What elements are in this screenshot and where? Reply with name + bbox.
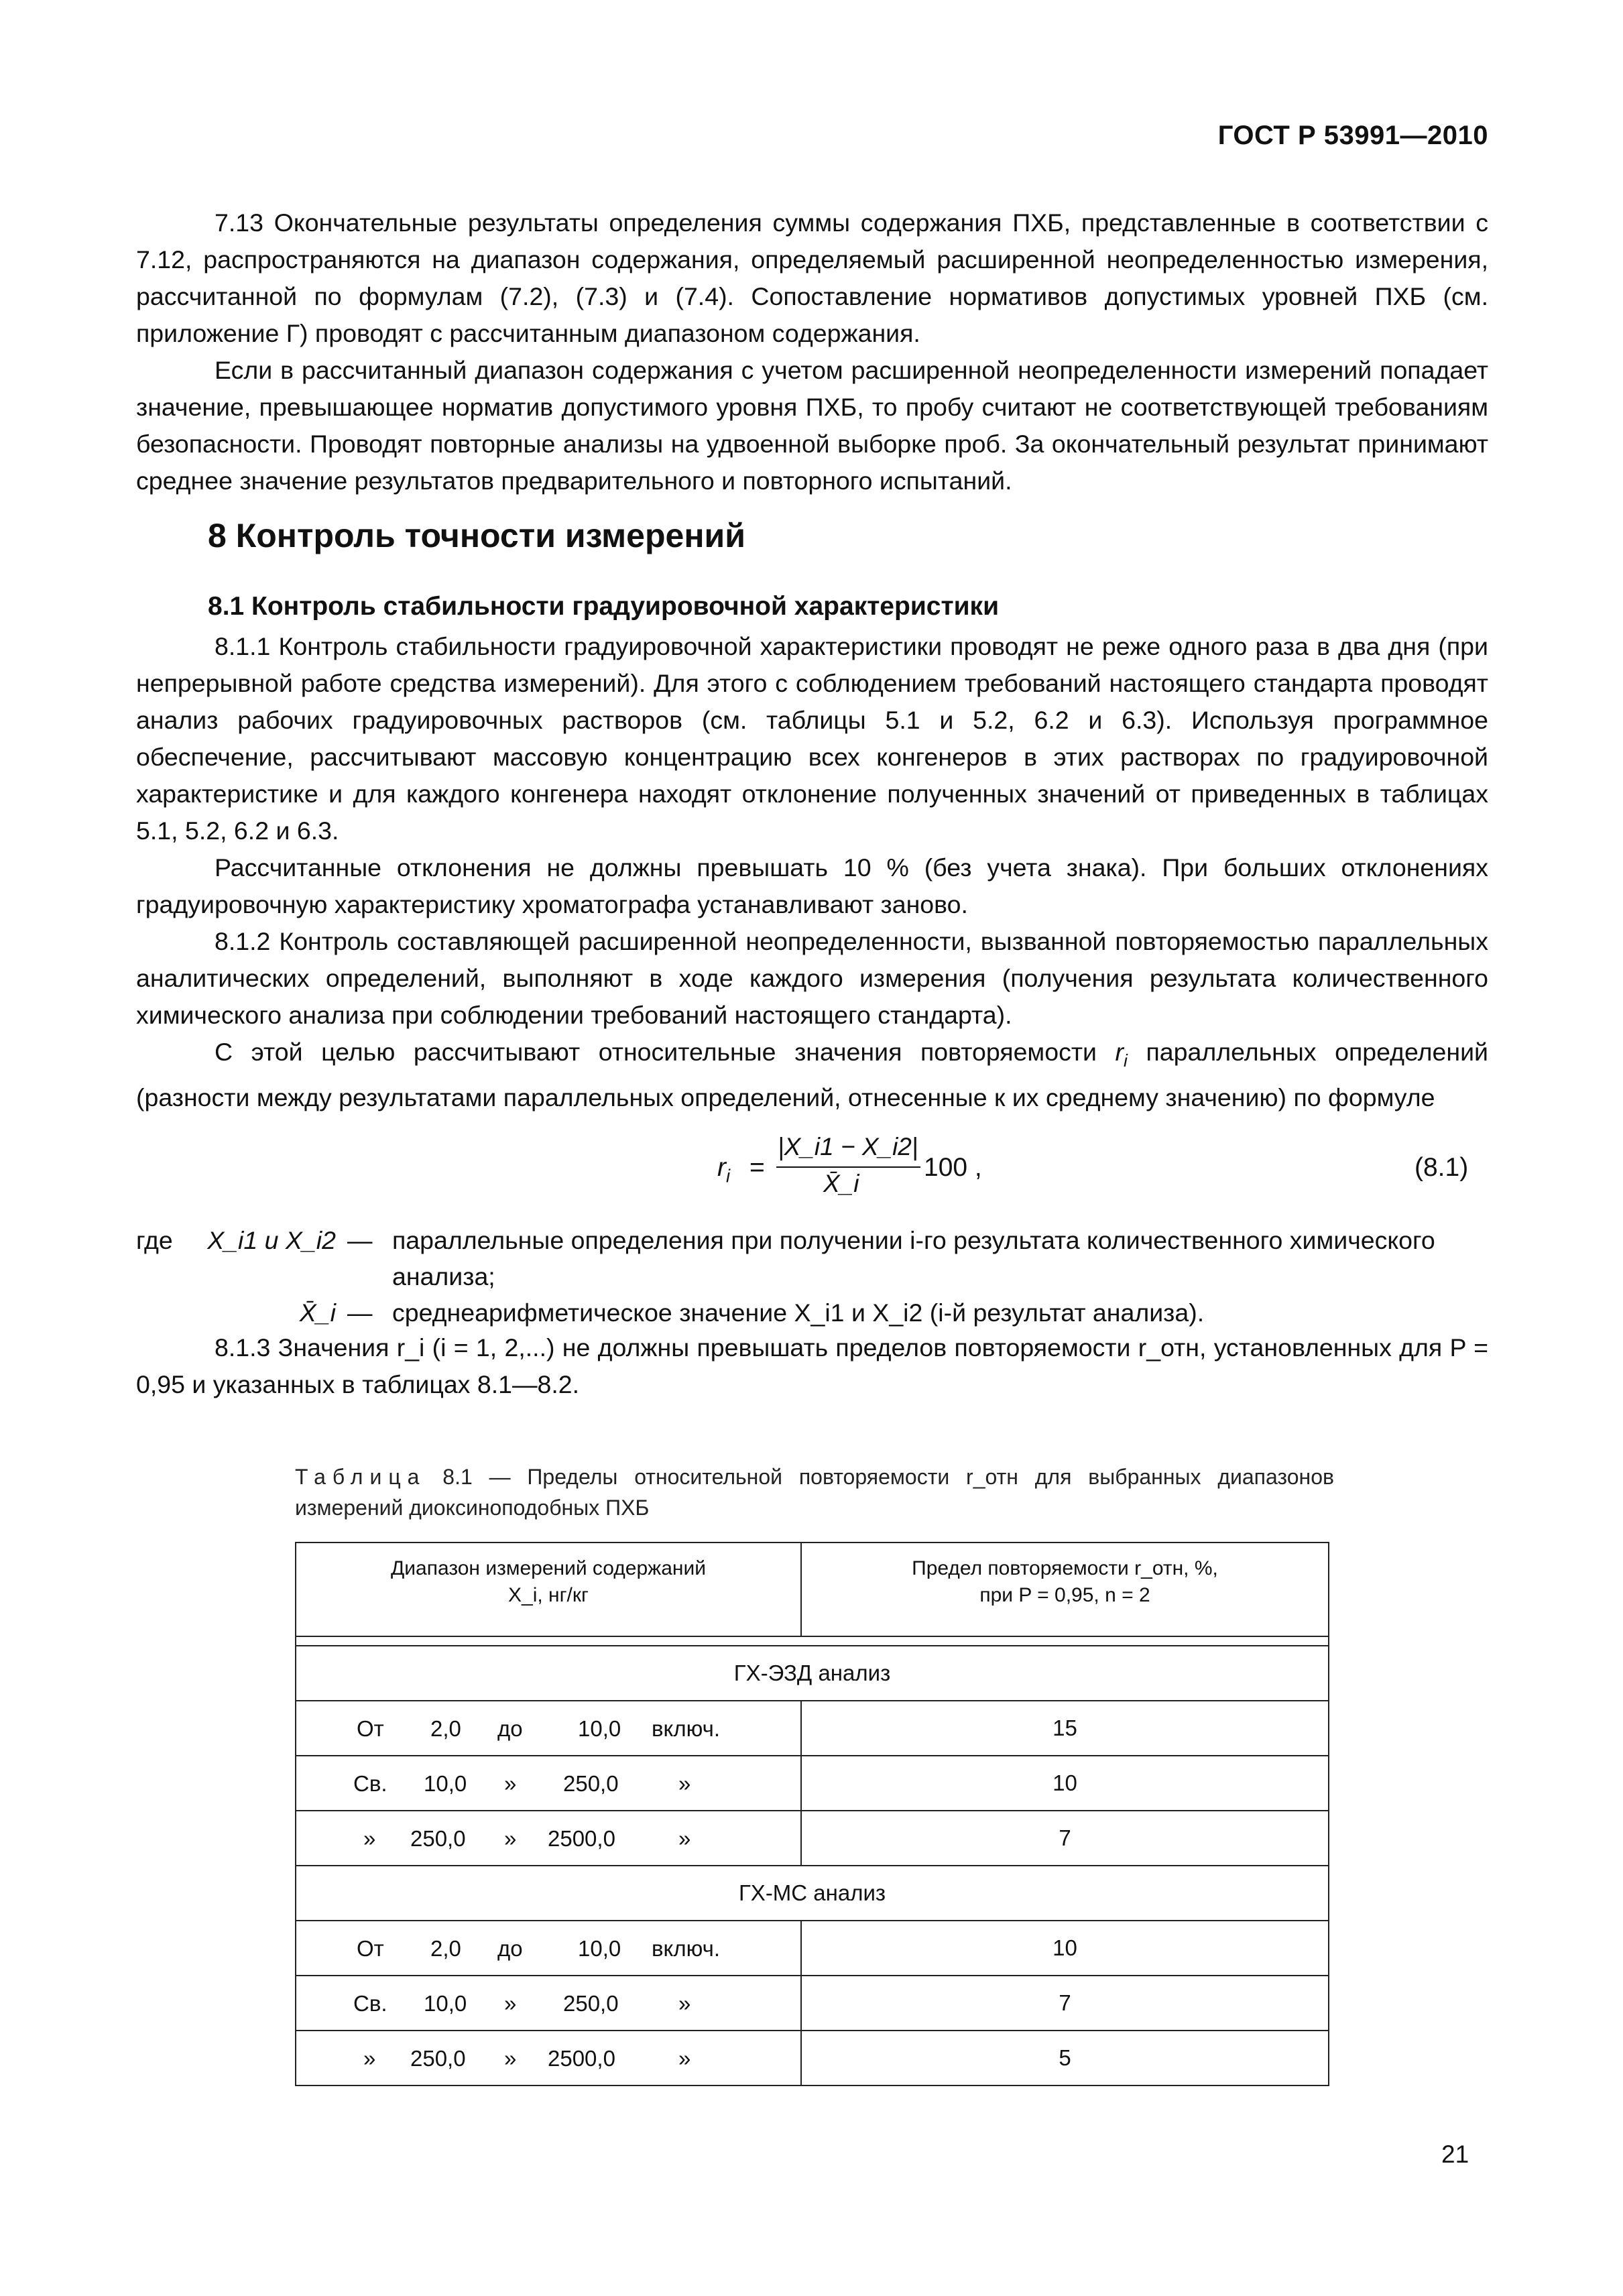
range-cell <box>296 1756 801 1811</box>
range-to-word: » <box>504 1771 517 1796</box>
header-range <box>296 1543 801 1636</box>
paragraph-deviations: Рассчитанные отклонения не должны превышать 10 % (без учета знака). При больших отклонениях градуировочную характеристику хроматографа устанавливают заново. <box>136 853 1488 918</box>
where-definition: среднеарифметическое значение X_i1 и X_i2 (i-й результат анализа). <box>392 1298 1205 1327</box>
table-caption-text: 8.1 — Пределы относительной повторяемости r_отн для выбранных диапазонов измерений диоксиноподобных ПХБ <box>295 1465 1335 1520</box>
range-cell <box>296 1976 801 2031</box>
header-range-line1: Диапазон измерений содержаний <box>390 1557 707 1579</box>
range-from: 10,0 <box>424 1771 467 1796</box>
table-row <box>296 1976 1329 2031</box>
paragraph-8-1-3-text: 8.1.3 Значения r_i (i = 1, 2,...) не должны превышать пределов повторяемости r_отн, установленных для P = 0,95 и указанных в таблицах 8.1—8.2. <box>136 1333 1488 1398</box>
range-prefix: » <box>363 2046 376 2071</box>
where-definition: параллельные определения при получении i-го результата количественного химического анализа; <box>392 1226 1435 1290</box>
range-from: 2,0 <box>430 1716 461 1741</box>
range-to-word: до <box>497 1716 523 1741</box>
where-dash: — <box>347 1298 373 1327</box>
where-block <box>136 1222 1488 1331</box>
paragraph-8-1-2: 8.1.2 Контроль составляющей расширенной неопределенности, вызванной повторяемостью параллельных аналитических определений, выполняют в ходе каждого измерения (получения результата количественного химического анализа при соблюдении требований настоящего стандарта). <box>136 927 1488 1029</box>
table-row <box>296 1921 1329 1976</box>
range-cell <box>296 1811 801 1866</box>
header-range-line2: X_i, нг/кг <box>508 1584 589 1606</box>
range-cell <box>296 1701 801 1756</box>
table-row <box>296 1756 1329 1811</box>
header-limit-line1: Предел повторяемости r_отн, %, <box>912 1557 1218 1579</box>
where-row <box>136 1294 1488 1331</box>
where-dash: — <box>347 1226 373 1254</box>
range-suffix: включ. <box>652 1716 720 1741</box>
range-from: 2,0 <box>430 1936 461 1961</box>
range-cell <box>296 1921 801 1976</box>
paragraph-8-1-3 <box>136 1329 1488 1403</box>
table-row <box>296 1701 1329 1756</box>
table-caption <box>295 1461 1334 1523</box>
where-row <box>136 1222 1488 1294</box>
page-number: 21 <box>1441 2140 1469 2168</box>
formula-8-1 <box>704 1133 1039 1207</box>
range-to: 10,0 <box>578 1716 621 1741</box>
range-to-word: » <box>504 1826 517 1851</box>
fraction-bar <box>776 1166 920 1168</box>
range-suffix: » <box>678 1826 691 1851</box>
paragraphs-7-13 <box>136 204 1488 499</box>
range-from: 250,0 <box>410 2046 466 2071</box>
range-to-word: » <box>504 2046 517 2071</box>
repeatability-table <box>295 1542 1329 2086</box>
table-gap <box>296 1636 1329 1646</box>
range-to: 2500,0 <box>548 1826 615 1851</box>
range-from: 10,0 <box>424 1991 467 2016</box>
formula-number: (8.1) <box>1415 1153 1469 1182</box>
section-title: ГХ-МС анализ <box>296 1866 1329 1921</box>
range-to: 250,0 <box>563 1991 619 2016</box>
table-section-row <box>296 1866 1329 1921</box>
limit-value: 5 <box>801 2031 1329 2086</box>
formula-denominator: X̄_i <box>823 1170 859 1197</box>
limit-value: 10 <box>801 1921 1329 1976</box>
range-suffix: » <box>678 1771 691 1796</box>
table-section-row <box>296 1646 1329 1701</box>
range-prefix: » <box>363 1826 376 1851</box>
limit-value: 15 <box>801 1701 1329 1756</box>
section-heading: 8 Контроль точности измерений <box>208 517 746 554</box>
formula-lhs: $r_i$ <box>717 1153 731 1187</box>
range-suffix: » <box>678 2046 691 2071</box>
paragraph-8-1-1: 8.1.1 Контроль стабильности градуировочной характеристики проводят не реже одного раза в два дня (при непрерывной работе средства измерений). Для этого с соблюдением требований настоящего стандарта проводят анализ рабочих градуировочных растворов (см. таблицы 5.1 и 5.2, 6.2 и 6.3). Используя программное обеспечение, рассчитывают массовую концентрацию всех конгенеров в этих растворах по градуировочной характеристике и для каждого конгенера находят отклонение полученных значений от приведенных в таблицах 5.1, 5.2, 6.2 и 6.3. <box>136 632 1488 845</box>
range-to-word: до <box>497 1936 523 1961</box>
header-limit <box>801 1543 1329 1636</box>
range-to: 2500,0 <box>548 2046 615 2071</box>
paragraph-repeatability: С этой целью рассчитывают относительные значения повторяемости $r_i$ параллельных определений (разности между результатами параллельных определений, отнесенные к их среднему значению) по формуле <box>136 1038 1489 1112</box>
range-prefix: От <box>357 1936 384 1961</box>
limit-value: 10 <box>801 1756 1329 1811</box>
range-suffix: » <box>678 1991 691 2016</box>
document-header: ГОСТ Р 53991—2010 <box>1217 121 1488 150</box>
limit-value: 7 <box>801 1811 1329 1866</box>
formula-multiplier: 100 , <box>924 1153 982 1182</box>
range-prefix: От <box>357 1716 384 1741</box>
where-symbol: X̄_i <box>299 1298 336 1327</box>
range-prefix: Св. <box>353 1991 387 2016</box>
paragraphs-8-1 <box>136 628 1488 1116</box>
paragraph-7-13: 7.13 Окончательные результаты определения суммы содержания ПХБ, представленные в соответствии с 7.12, распространяются на диапазон содержания, определяемый расширенной неопределенностью измерения, рассчитанной по формулам (7.2), (7.3) и (7.4). Сопоставление нормативов допустимых уровней ПХБ (см. приложение Г) проводят с рассчитанным диапазоном содержания. <box>136 208 1488 347</box>
range-from: 250,0 <box>410 1826 466 1851</box>
range-to: 10,0 <box>578 1936 621 1961</box>
formula-equals: = <box>749 1153 765 1182</box>
where-lead: где <box>136 1226 173 1254</box>
range-cell <box>296 2031 801 2086</box>
table-header-row <box>296 1543 1329 1636</box>
limit-value: 7 <box>801 1976 1329 2031</box>
table-caption-label: Таблица <box>295 1465 426 1489</box>
table-row <box>296 2031 1329 2086</box>
range-prefix: Св. <box>353 1771 387 1796</box>
where-symbol: X_i1 и X_i2 <box>207 1226 336 1254</box>
header-limit-line2: при P = 0,95, n = 2 <box>979 1584 1150 1606</box>
range-to: 250,0 <box>563 1771 619 1796</box>
range-suffix: включ. <box>652 1936 720 1961</box>
section-title: ГХ-ЭЗД анализ <box>296 1646 1329 1701</box>
formula-numerator: |X_i1 − X_i2| <box>778 1133 918 1160</box>
range-to-word: » <box>504 1991 517 2016</box>
table-row <box>296 1811 1329 1866</box>
paragraph-result-evaluation: Если в рассчитанный диапазон содержания с учетом расширенной неопределенности измерений попадает значение, превышающее норматив допустимого уровня ПХБ, то пробу считают не соответствующей требованиям безопасности. Проводят повторные анализы на удвоенной выборке проб. За окончательный результат принимают среднее значение результатов предварительного и повторного испытаний. <box>136 356 1488 495</box>
subsection-heading: 8.1 Контроль стабильности градуировочной характеристики <box>208 592 1000 621</box>
